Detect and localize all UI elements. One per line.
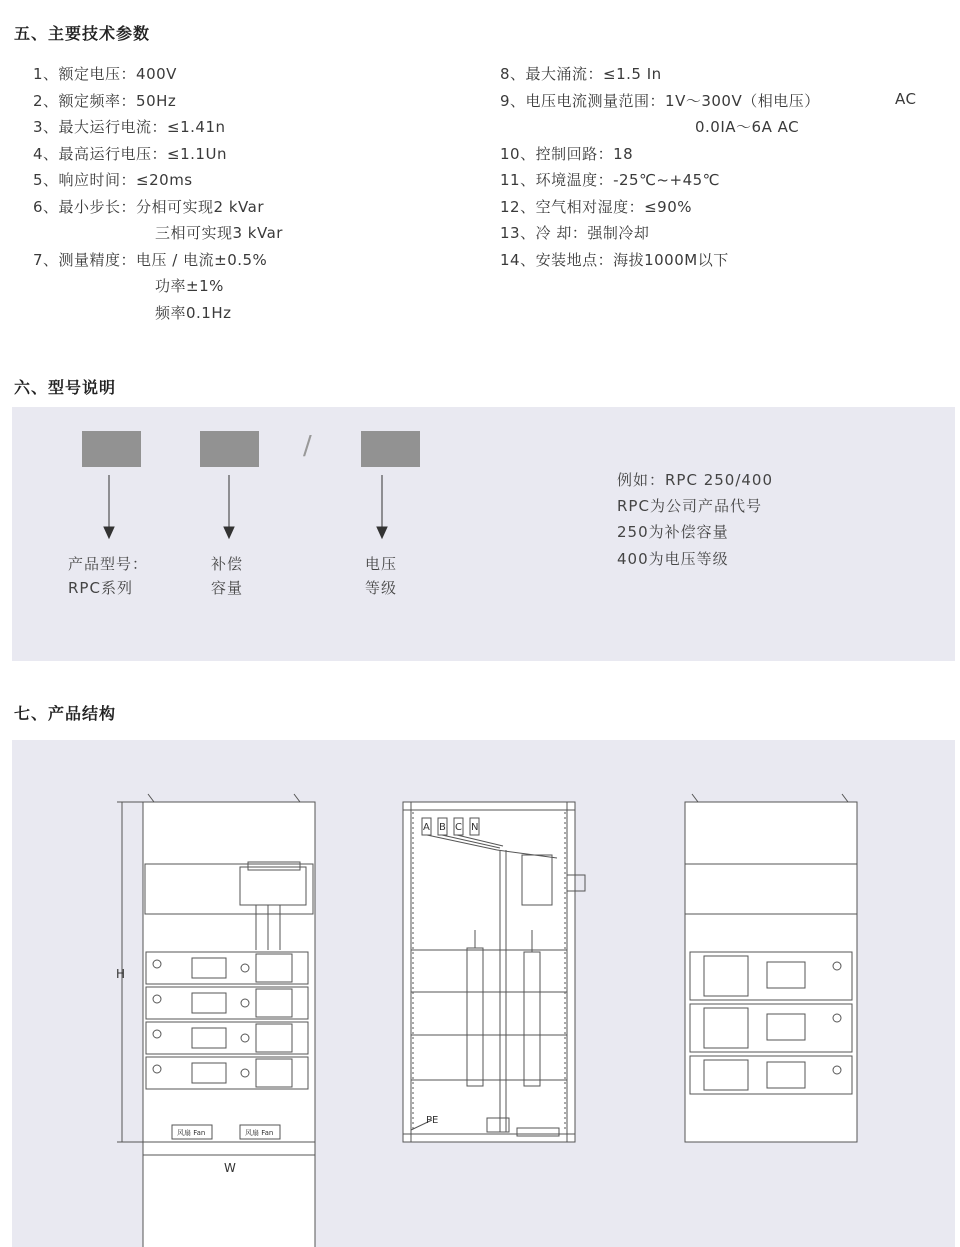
param-line: 功率±1%	[155, 277, 224, 295]
param-line: 14、安装地点：海拔1000M以下	[500, 251, 729, 269]
dimension-h-label: H	[116, 967, 126, 981]
example-line: 例如：RPC 250/400	[617, 471, 774, 489]
rear-view-cabinet	[685, 794, 857, 1142]
label-series: 产品型号： RPC系列	[68, 555, 149, 597]
example-line: RPC为公司产品代号	[617, 497, 762, 515]
label-voltage: 电压 等级	[365, 555, 398, 597]
dimension-w-label: W	[224, 1161, 236, 1175]
internal-view-cabinet	[403, 802, 585, 1142]
example-line: 250为补偿容量	[617, 523, 729, 541]
param-line: 9、电压电流测量范围：1V～300V（相电压）	[500, 92, 820, 110]
param-line: 三相可实现3 kVar	[155, 224, 283, 242]
cabinet-drawings	[12, 740, 955, 1247]
param-line: 0.0IA～6A AC	[695, 118, 800, 136]
param-line: 3、最大运行电流：≤1.41n	[33, 118, 226, 136]
param-line: 5、响应时间：≤20ms	[33, 171, 193, 189]
fan-label: 风扇 Fan	[245, 1129, 274, 1137]
param-line: 频率0.1Hz	[155, 304, 232, 322]
param-line: 7、测量精度：电压 / 电流±0.5%	[33, 251, 268, 269]
section6-title: 六、型号说明	[14, 378, 117, 397]
bus-label-c: C	[455, 822, 462, 833]
label-capacity: 补偿 容量	[211, 555, 244, 597]
param-line: 10、控制回路：18	[500, 145, 634, 163]
model-explain-panel	[12, 407, 955, 661]
example-line: 400为电压等级	[617, 550, 729, 568]
param-line: 6、最小步长：分相可实现2 kVar	[33, 198, 264, 216]
param-line: 13、冷 却：强制冷却	[500, 224, 650, 242]
pe-label: PE	[426, 1115, 439, 1126]
bus-label-a: A	[423, 822, 430, 833]
code-separator: /	[303, 431, 312, 461]
param-line: 2、额定频率：50Hz	[33, 92, 177, 110]
bus-label-b: B	[439, 822, 446, 833]
fan-label: 风扇 Fan	[177, 1129, 206, 1137]
param-line: 8、最大涌流：≤1.5 In	[500, 65, 662, 83]
param-line: 12、空气相对湿度：≤90%	[500, 198, 692, 216]
section7-title: 七、产品结构	[14, 704, 117, 723]
param-line: AC	[895, 90, 917, 108]
front-view-cabinet	[117, 794, 315, 1247]
bus-label-n: N	[471, 822, 479, 833]
section5-title: 五、主要技术参数	[14, 24, 151, 43]
param-line: 4、最高运行电压：≤1.1Un	[33, 145, 227, 163]
param-line: 11、环境温度：-25℃~+45℃	[500, 171, 721, 189]
arrows	[12, 407, 955, 661]
param-line: 1、额定电压：400V	[33, 65, 177, 83]
structure-panel	[12, 740, 955, 1247]
